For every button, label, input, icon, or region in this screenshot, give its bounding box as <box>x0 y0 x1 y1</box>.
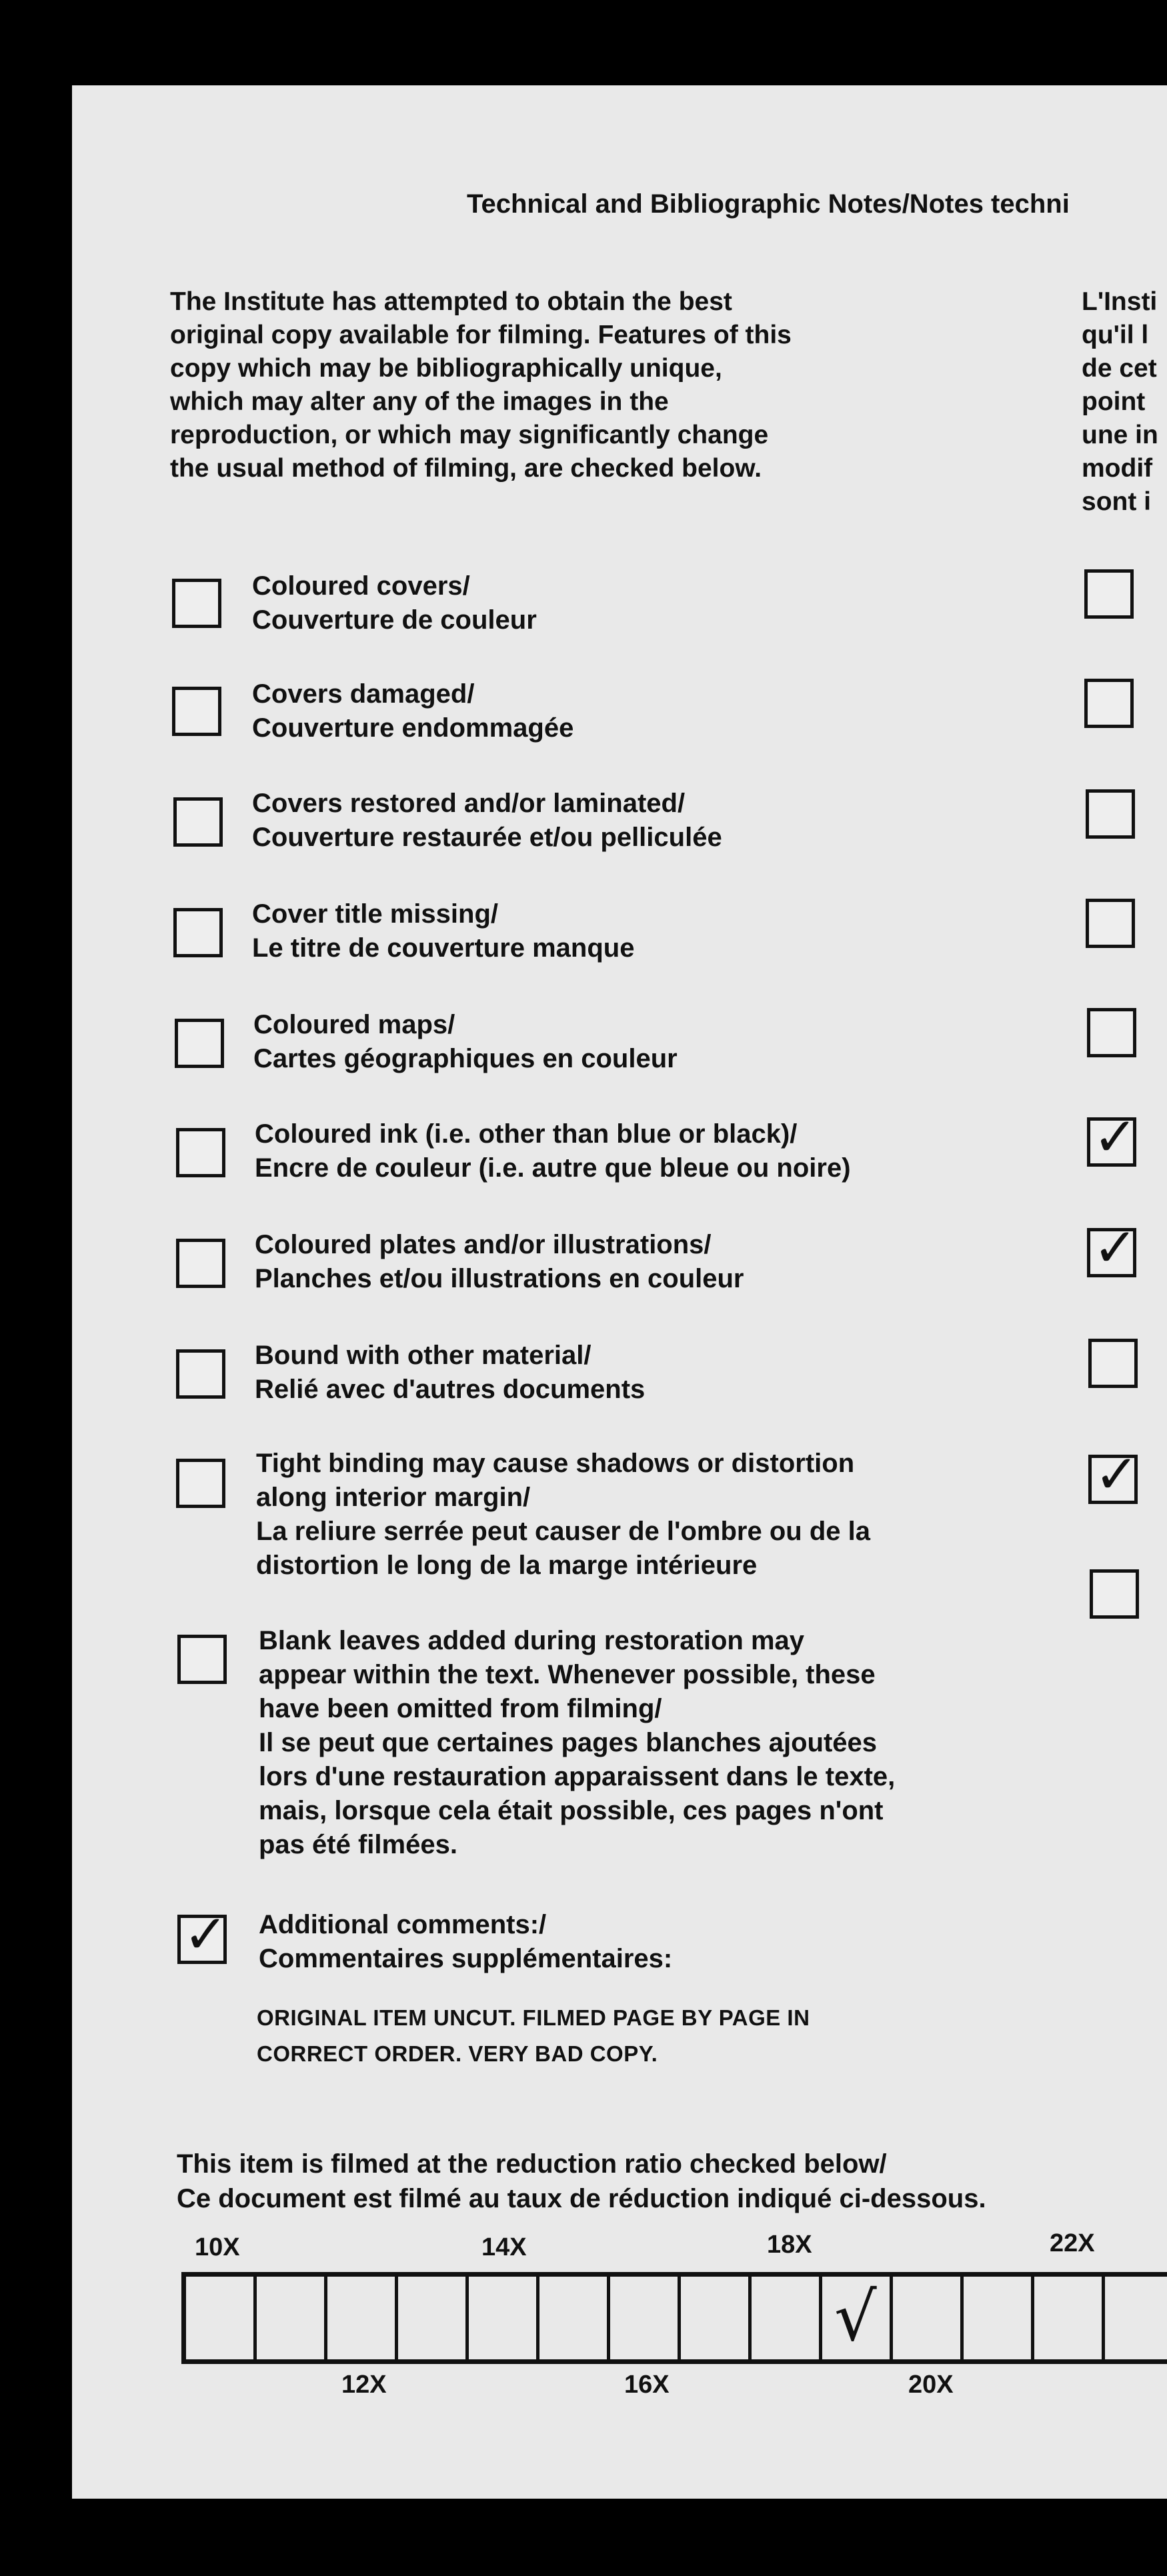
right-checkbox-10[interactable] <box>1090 1569 1139 1619</box>
ratio-label-12x: 12X <box>341 2371 387 2399</box>
item-line: Tight binding may cause shadows or distortion <box>256 1449 855 1478</box>
ratio-label-10x: 10X <box>195 2233 240 2261</box>
ratio-cell[interactable] <box>327 2277 398 2359</box>
intro-fr-line: modif <box>1082 454 1153 483</box>
comments-text <box>257 2000 810 2072</box>
right-checkbox-2[interactable] <box>1084 679 1134 728</box>
item-coloured-covers <box>252 569 537 637</box>
item-label-fr: Relié avec d'autres documents <box>255 1375 646 1404</box>
intro-english <box>170 285 937 485</box>
ratio-cell-checked[interactable] <box>822 2277 893 2359</box>
right-checkbox-1[interactable] <box>1084 569 1134 619</box>
check-mark-icon: ✓ <box>1093 1217 1138 1279</box>
ratio-cell[interactable] <box>752 2277 822 2359</box>
ratio-label-22x: 22X <box>1050 2229 1095 2257</box>
check-mark-icon: ✓ <box>183 1903 229 1965</box>
item-label-fr: Commentaires supplémentaires: <box>259 1944 673 1973</box>
item-coloured-ink <box>255 1117 851 1185</box>
item-tight-binding <box>256 1447 870 1583</box>
item-line: La reliure serrée peut causer de l'ombre ou de la <box>256 1517 870 1546</box>
intro-fr-line: sont i <box>1082 487 1151 516</box>
checkbox-cover-title-missing[interactable] <box>173 908 223 957</box>
intro-line: reproduction, or which may significantly change <box>170 421 769 449</box>
reduction-ratio-strip <box>181 2272 1167 2364</box>
right-checkbox-3[interactable] <box>1086 789 1135 839</box>
checkbox-additional-comments[interactable] <box>177 1903 229 1965</box>
right-checkbox-4[interactable] <box>1086 899 1135 948</box>
check-mark-icon: √ <box>834 2278 877 2356</box>
ratio-line-fr: Ce document est filmé au taux de réduction indiqué ci-dessous. <box>177 2184 986 2213</box>
check-mark-icon: ✓ <box>1094 1443 1140 1505</box>
intro-fr-line: point <box>1082 387 1146 416</box>
item-covers-damaged <box>252 677 573 745</box>
checkbox-coloured-plates[interactable] <box>176 1239 225 1288</box>
right-checkbox-5[interactable] <box>1087 1008 1136 1057</box>
item-label-fr: Couverture endommagée <box>252 713 574 743</box>
right-checkbox-7[interactable] <box>1087 1217 1138 1279</box>
item-label-fr: Couverture restaurée et/ou pelliculée <box>252 823 722 852</box>
item-line: mais, lorsque cela était possible, ces pages n'ont <box>259 1796 884 1825</box>
checkbox-coloured-ink[interactable] <box>176 1128 225 1177</box>
item-coloured-maps <box>253 1008 678 1076</box>
item-label-en: Covers restored and/or laminated/ <box>252 789 686 818</box>
ratio-cell[interactable] <box>610 2277 681 2359</box>
comment-line: ORIGINAL ITEM UNCUT. FILMED PAGE BY PAGE IN <box>257 2005 810 2030</box>
item-line: lors d'une restauration apparaissent dans le texte, <box>259 1762 896 1791</box>
item-covers-restored <box>252 787 722 855</box>
intro-line: copy which may be bibliographically unique, <box>170 354 722 383</box>
ratio-label-16x: 16X <box>624 2371 670 2399</box>
checkbox-coloured-covers[interactable] <box>172 579 221 628</box>
item-label-en: Coloured covers/ <box>252 571 470 601</box>
ratio-cell[interactable] <box>469 2277 539 2359</box>
item-blank-leaves <box>259 1624 895 1862</box>
intro-line: the usual method of filming, are checked below. <box>170 454 762 483</box>
item-line: Il se peut que certaines pages blanches ajoutées <box>259 1728 878 1757</box>
item-label-fr: Couverture de couleur <box>252 605 537 635</box>
item-label-fr: Encre de couleur (i.e. autre que bleue ou noire) <box>255 1153 851 1183</box>
intro-french-cropped <box>1082 285 1167 519</box>
page-title: Technical and Bibliographic Notes/Notes techni <box>467 189 1070 219</box>
item-bound-with <box>255 1339 645 1407</box>
intro-line: The Institute has attempted to obtain the best <box>170 287 732 316</box>
intro-line: original copy available for filming. Features of this <box>170 321 792 349</box>
ratio-cell[interactable] <box>1105 2277 1167 2359</box>
ratio-cell[interactable] <box>893 2277 964 2359</box>
ratio-label-14x: 14X <box>481 2233 527 2261</box>
item-line: Blank leaves added during restoration may <box>259 1626 805 1655</box>
ratio-cell[interactable] <box>539 2277 610 2359</box>
item-line: distortion le long de la marge intérieure <box>256 1551 758 1580</box>
intro-line: which may alter any of the images in the <box>170 387 669 416</box>
item-label-en: Coloured maps/ <box>253 1010 455 1039</box>
intro-fr-line: une in <box>1082 421 1158 449</box>
item-line: along interior margin/ <box>256 1483 531 1512</box>
check-mark-icon: ✓ <box>1093 1106 1138 1168</box>
intro-fr-line: qu'il l <box>1082 321 1149 349</box>
right-checkbox-9[interactable] <box>1088 1443 1140 1505</box>
ratio-cell[interactable] <box>186 2277 257 2359</box>
intro-fr-line: L'Insti <box>1082 287 1158 316</box>
checkbox-covers-restored[interactable] <box>173 797 223 847</box>
ratio-cell[interactable] <box>964 2277 1034 2359</box>
item-line: have been omitted from filming/ <box>259 1694 662 1723</box>
checkbox-blank-leaves[interactable] <box>177 1635 227 1684</box>
item-label-en: Additional comments:/ <box>259 1910 547 1939</box>
right-checkbox-6[interactable] <box>1087 1106 1138 1168</box>
item-label-en: Cover title missing/ <box>252 899 498 929</box>
ratio-cell[interactable] <box>257 2277 327 2359</box>
item-line: pas été filmées. <box>259 1830 457 1859</box>
item-coloured-plates <box>255 1228 744 1296</box>
item-label-fr: Cartes géographiques en couleur <box>253 1044 678 1073</box>
checkbox-covers-damaged[interactable] <box>172 687 221 736</box>
ratio-label-18x: 18X <box>767 2231 812 2259</box>
ratio-cell[interactable] <box>398 2277 469 2359</box>
ratio-cell[interactable] <box>1034 2277 1105 2359</box>
item-label-fr: Planches et/ou illustrations en couleur <box>255 1264 744 1293</box>
ratio-line-en: This item is filmed at the reduction ratio checked below/ <box>177 2149 887 2179</box>
item-label-en: Coloured plates and/or illustrations/ <box>255 1230 712 1259</box>
item-cover-title-missing <box>252 897 634 965</box>
reduction-ratio-text <box>177 2147 986 2216</box>
ratio-label-20x: 20X <box>908 2371 954 2399</box>
comment-line: CORRECT ORDER. VERY BAD COPY. <box>257 2041 658 2066</box>
item-label-fr: Le titre de couverture manque <box>252 933 635 963</box>
checkbox-bound-with[interactable] <box>176 1349 225 1399</box>
item-line: appear within the text. Whenever possible, these <box>259 1660 876 1689</box>
ratio-cell[interactable] <box>681 2277 752 2359</box>
right-checkbox-8[interactable] <box>1088 1339 1138 1388</box>
checkbox-coloured-maps[interactable] <box>175 1019 224 1068</box>
item-label-en: Bound with other material/ <box>255 1341 592 1370</box>
item-additional-comments <box>259 1908 672 1976</box>
item-label-en: Coloured ink (i.e. other than blue or black)/ <box>255 1119 798 1149</box>
item-label-en: Covers damaged/ <box>252 679 475 709</box>
intro-fr-line: de cet <box>1082 354 1157 383</box>
checkbox-tight-binding[interactable] <box>176 1459 225 1508</box>
